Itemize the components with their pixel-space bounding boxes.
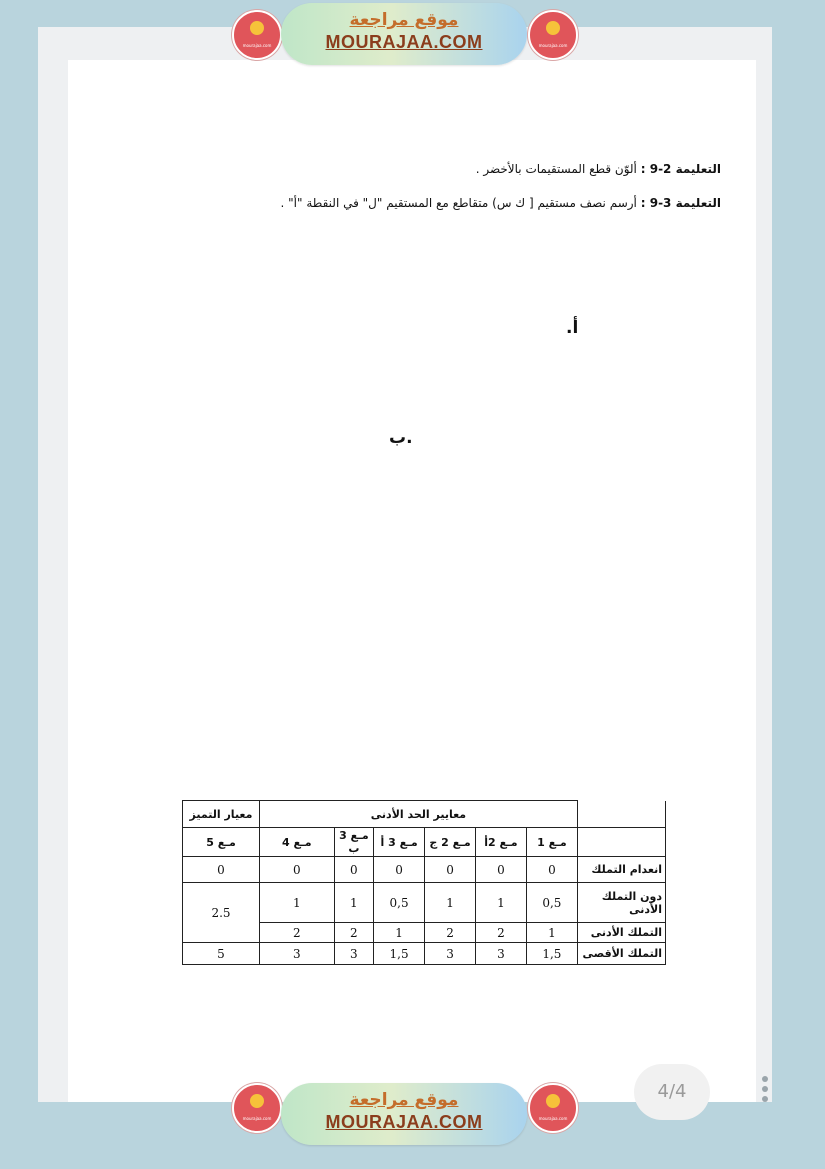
cell-value: 0 xyxy=(260,857,335,883)
dot-icon xyxy=(762,1076,768,1082)
row-label: انعدام التملك xyxy=(577,857,665,883)
cell-value: 0 xyxy=(476,857,527,883)
cell-value: 0,5 xyxy=(526,883,577,923)
cell-value: 1,5 xyxy=(374,943,425,965)
site-banner-bottom[interactable] xyxy=(281,1083,527,1145)
site-logo-right-top[interactable] xyxy=(528,10,578,60)
site-name-latin: MOURAJAA.COM xyxy=(325,1112,483,1132)
instruction-text: ألوّن قطع المستقيمات بالأخضر . xyxy=(475,162,637,176)
dot-icon xyxy=(762,1086,768,1092)
table-header-row-criteria xyxy=(183,828,666,857)
cell-value: 0 xyxy=(374,857,425,883)
logo-caption: mourajaa.com xyxy=(538,1116,568,1121)
cell-value: 0 xyxy=(425,857,476,883)
cell-value: 1 xyxy=(260,883,335,923)
col-crit-1: مـع 1 xyxy=(526,828,577,857)
cell-value: 2 xyxy=(476,923,527,943)
cell-value: 1 xyxy=(425,883,476,923)
more-options-icon[interactable] xyxy=(760,1076,770,1106)
table-row xyxy=(183,857,666,883)
cell-value: 3 xyxy=(425,943,476,965)
cell-value: 3 xyxy=(476,943,527,965)
logo-badge-icon xyxy=(546,21,560,35)
cell-value: 0,5 xyxy=(374,883,425,923)
site-name-arabic: موقع مراجعة xyxy=(349,1090,459,1110)
instruction-label: التعليمة 3-9 : xyxy=(640,196,721,210)
instruction-9-3 xyxy=(281,196,721,210)
site-banner-top[interactable] xyxy=(281,3,527,65)
site-logo-left-top[interactable] xyxy=(232,10,282,60)
instruction-label: التعليمة 2-9 : xyxy=(640,162,721,176)
cell-value: 1 xyxy=(334,883,373,923)
col-crit-4: مـع 4 xyxy=(260,828,335,857)
header-excellence: معيار التميز xyxy=(183,801,260,828)
grading-criteria-table xyxy=(182,800,666,965)
point-a-label: أ. xyxy=(566,318,579,338)
row-label: دون التملك الأدنى xyxy=(577,883,665,923)
table-row xyxy=(183,943,666,965)
cell-value: 2 xyxy=(425,923,476,943)
cell-value: 2 xyxy=(334,923,373,943)
col-crit-2c: مـع 2 ج xyxy=(425,828,476,857)
cell-value: 0 xyxy=(334,857,373,883)
point-b-label: .ب xyxy=(389,428,413,448)
site-logo-left-bottom[interactable] xyxy=(232,1083,282,1133)
cell-value: 1 xyxy=(476,883,527,923)
site-logo-right-bottom[interactable] xyxy=(528,1083,578,1133)
col-crit-2a: مـع 2أ xyxy=(476,828,527,857)
table-row xyxy=(183,883,666,923)
cell-value: 0 xyxy=(526,857,577,883)
cell-value: 3 xyxy=(260,943,335,965)
site-name-latin: MOURAJAA.COM xyxy=(325,32,483,52)
header-empty-cell xyxy=(577,801,665,828)
table-header-row-group xyxy=(183,801,666,828)
site-name-arabic: موقع مراجعة xyxy=(349,10,459,30)
instruction-9-2 xyxy=(476,162,721,176)
col-crit-3b: مـع 3 ب xyxy=(334,828,373,857)
cell-excellence: 0 xyxy=(183,857,260,883)
col-crit-3a: مـع 3 أ xyxy=(374,828,425,857)
criteria-label-corner xyxy=(577,828,665,857)
dot-icon xyxy=(762,1096,768,1102)
row-label: التملك الأقصى xyxy=(577,943,665,965)
logo-caption: mourajaa.com xyxy=(242,1116,272,1121)
cell-excellence: 5 xyxy=(183,943,260,965)
cell-excellence: 2.5 xyxy=(183,883,260,943)
cell-value: 1 xyxy=(374,923,425,943)
cell-value: 1,5 xyxy=(526,943,577,965)
row-label: التملك الأدنى xyxy=(577,923,665,943)
cell-value: 3 xyxy=(334,943,373,965)
cell-value: 2 xyxy=(260,923,335,943)
cell-value: 1 xyxy=(526,923,577,943)
logo-caption: mourajaa.com xyxy=(242,43,272,48)
col-crit-5: مـع 5 xyxy=(183,828,260,857)
logo-badge-icon xyxy=(250,21,264,35)
page-number-indicator[interactable]: 4/4 xyxy=(634,1064,710,1120)
logo-badge-icon xyxy=(546,1094,560,1108)
header-min-criteria: معايير الحد الأدنى xyxy=(260,801,578,828)
instruction-text: أرسم نصف مستقيم [ ك س) متقاطع مع المستقيم "ل" في النقطة "أ" . xyxy=(280,196,637,210)
logo-caption: mourajaa.com xyxy=(538,43,568,48)
logo-badge-icon xyxy=(250,1094,264,1108)
